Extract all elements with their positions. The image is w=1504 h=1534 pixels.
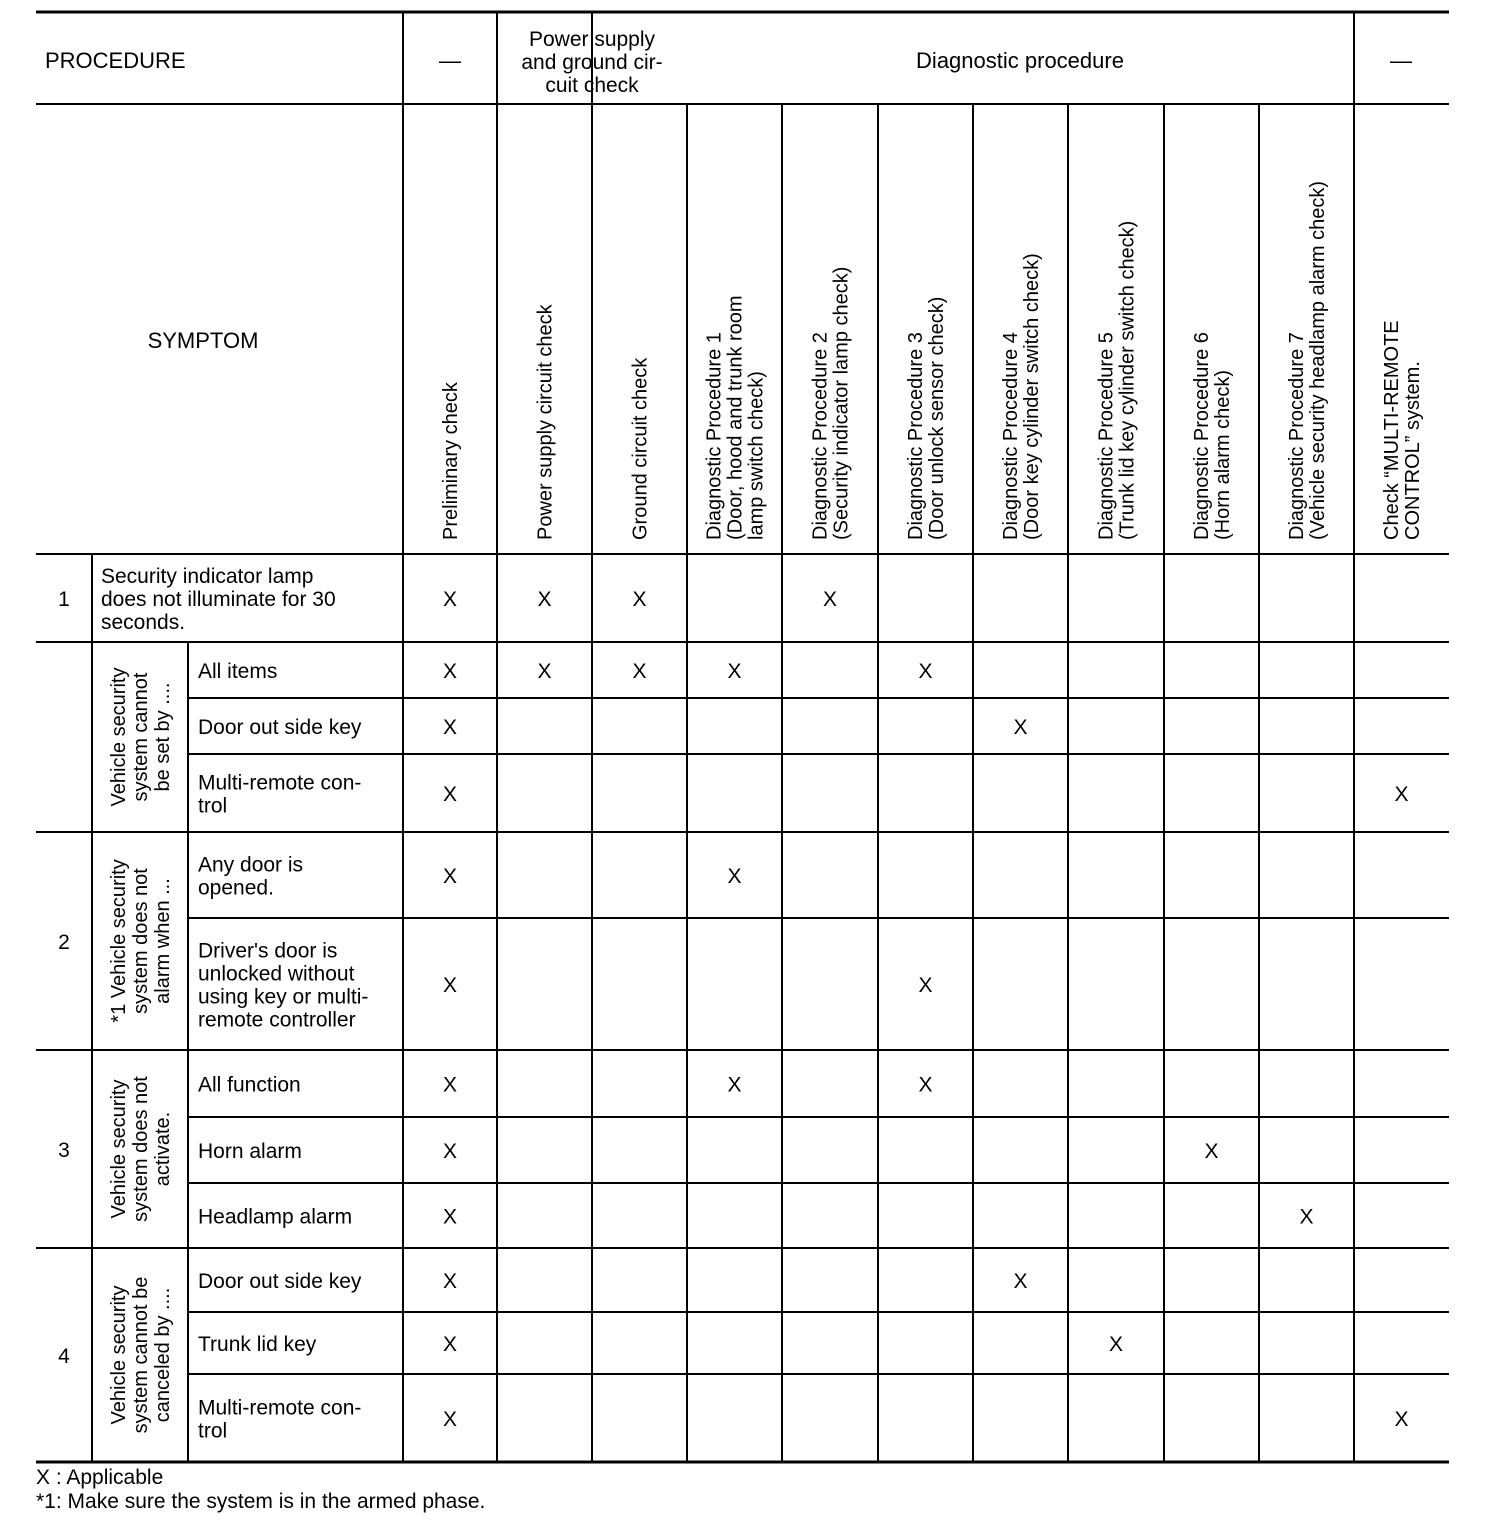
symptom-row-label: Any door is	[198, 853, 304, 877]
applicable-mark: X	[442, 1333, 458, 1356]
group-sub-label: alarm when ...	[152, 878, 174, 1004]
group-sub-label: Vehicle security	[108, 1285, 130, 1425]
applicable-mark: X	[442, 588, 458, 611]
procedure-label: PROCEDURE	[45, 48, 186, 73]
multi-remote-group-dash: —	[1390, 48, 1412, 73]
power-group-title: and ground cir-	[521, 51, 663, 74]
column-header-multi-remote: CONTROL” system.	[1402, 361, 1424, 540]
applicable-mark: X	[442, 1270, 458, 1293]
symptom-row-label: Door out side key	[198, 716, 362, 739]
group-sub-label: system does not	[130, 1076, 152, 1222]
group-number: 2	[58, 931, 70, 954]
applicable-mark: X	[442, 1408, 458, 1431]
applicable-mark: X	[1394, 783, 1409, 806]
symptom-row-label: remote controller	[198, 1008, 356, 1032]
symptom-row-label: seconds.	[101, 611, 186, 634]
symptom-row-label: opened.	[198, 876, 274, 900]
column-header-diag-5: (Trunk lid key cylinder switch check)	[1116, 220, 1139, 540]
column-header-diag-4: Diagnostic Procedure 4	[1000, 332, 1022, 540]
symptom-row-label: trol	[198, 1419, 228, 1443]
applicable-mark: X	[1013, 1270, 1028, 1293]
column-header-diag-1: lamp switch check)	[745, 371, 768, 540]
group-sub-label: system cannot	[130, 672, 152, 802]
applicable-mark: X	[1204, 1140, 1219, 1163]
symptom-row-label: Multi-remote con-	[198, 1396, 362, 1420]
applicable-mark: X	[727, 865, 742, 888]
group-sub-label: system does not	[130, 868, 152, 1014]
applicable-mark: X	[442, 974, 458, 997]
applicable-mark: X	[918, 660, 933, 683]
column-header-diag-3: Diagnostic Procedure 3	[905, 332, 927, 540]
applicable-mark: X	[442, 1073, 458, 1097]
symptom-row-label: Trunk lid key	[198, 1333, 317, 1356]
symptom-row-label: All items	[198, 660, 278, 683]
applicable-mark: X	[918, 974, 933, 997]
group-sub-label: be set by ....	[152, 682, 174, 792]
applicable-mark: X	[442, 783, 458, 806]
applicable-mark: X	[1299, 1205, 1314, 1229]
column-header-ground: Ground circuit check	[629, 357, 652, 540]
symptom-row-label: using key or multi-	[198, 985, 369, 1009]
preliminary-group-dash: —	[439, 48, 461, 73]
applicable-mark: X	[1394, 1408, 1409, 1431]
group-number: 1	[58, 588, 70, 611]
applicable-mark: X	[442, 1140, 458, 1163]
diagnostic-group-title: Diagnostic procedure	[916, 48, 1124, 73]
group-sub-label: activate.	[152, 1111, 174, 1187]
column-header-diag-4: (Door key cylinder switch check)	[1021, 253, 1043, 540]
applicable-mark: X	[1108, 1333, 1124, 1356]
column-header-multi-remote: Check “MULTI-REMOTE	[1381, 320, 1403, 540]
column-header-diag-7: (Vehicle security headlamp alarm check)	[1307, 180, 1329, 540]
symptom-row-label: Multi-remote con-	[198, 771, 362, 795]
group-sub-label: *1 Vehicle security	[108, 859, 130, 1023]
column-header-diag-2: Diagnostic Procedure 2	[809, 332, 832, 540]
power-group-title: cuit check	[545, 74, 639, 97]
applicable-mark: X	[727, 660, 742, 683]
group-sub-label: Vehicle security	[108, 1079, 130, 1219]
symptom-row-label: trol	[198, 794, 228, 818]
symptom-row-label: Horn alarm	[198, 1140, 302, 1163]
power-group-title: Power supply	[528, 28, 656, 51]
applicable-mark: X	[442, 660, 458, 683]
symptom-row-label: All function	[198, 1073, 301, 1097]
applicable-mark: X	[537, 660, 552, 683]
column-header-diag-7: Diagnostic Procedure 7	[1286, 332, 1308, 540]
column-header-power-supply: Power supply circuit check	[534, 304, 557, 540]
symptom-label: SYMPTOM	[147, 328, 259, 353]
symptom-row-label: does not illuminate for 30	[101, 588, 336, 611]
symptom-row-label: Door out side key	[198, 1270, 362, 1293]
applicable-mark: X	[442, 1205, 458, 1229]
group-sub-label: system cannot be	[130, 1276, 152, 1434]
applicable-mark: X	[822, 588, 838, 611]
group-sub-label: Vehicle security	[108, 667, 130, 807]
group-number: 4	[58, 1345, 70, 1368]
applicable-mark: X	[918, 1073, 933, 1097]
applicable-mark: X	[442, 865, 458, 888]
column-header-diag-6: Diagnostic Procedure 6	[1191, 332, 1213, 540]
column-header-diag-2: (Security indicator lamp check)	[830, 266, 853, 540]
armed-phase-note: *1: Make sure the system is in the armed phase.	[36, 1490, 486, 1513]
symptom-row-label: Headlamp alarm	[198, 1205, 353, 1229]
symptom-row-label: Security indicator lamp	[101, 565, 314, 588]
applicable-mark: X	[632, 660, 647, 683]
symptom-row-label: unlocked without	[198, 962, 355, 986]
column-header-diag-1: (Door, hood and trunk room	[724, 295, 747, 540]
applicable-mark: X	[632, 588, 647, 611]
applicable-mark: X	[537, 588, 552, 611]
column-header-diag-3: (Door unlock sensor check)	[926, 296, 948, 540]
applicable-mark: X	[442, 716, 458, 739]
symptom-row-label: Driver's door is	[198, 939, 338, 963]
legend-note: X : Applicable	[36, 1466, 164, 1489]
group-sub-label: canceled by ....	[152, 1287, 174, 1423]
applicable-mark: X	[1013, 716, 1028, 739]
applicable-mark: X	[727, 1073, 742, 1097]
group-number: 3	[58, 1139, 70, 1162]
column-header-diag-6: (Horn alarm check)	[1212, 369, 1234, 540]
column-header-preliminary: Preliminary check	[440, 382, 462, 540]
column-header-diag-5: Diagnostic Procedure 5	[1095, 332, 1118, 540]
column-header-diag-1: Diagnostic Procedure 1	[703, 332, 726, 540]
